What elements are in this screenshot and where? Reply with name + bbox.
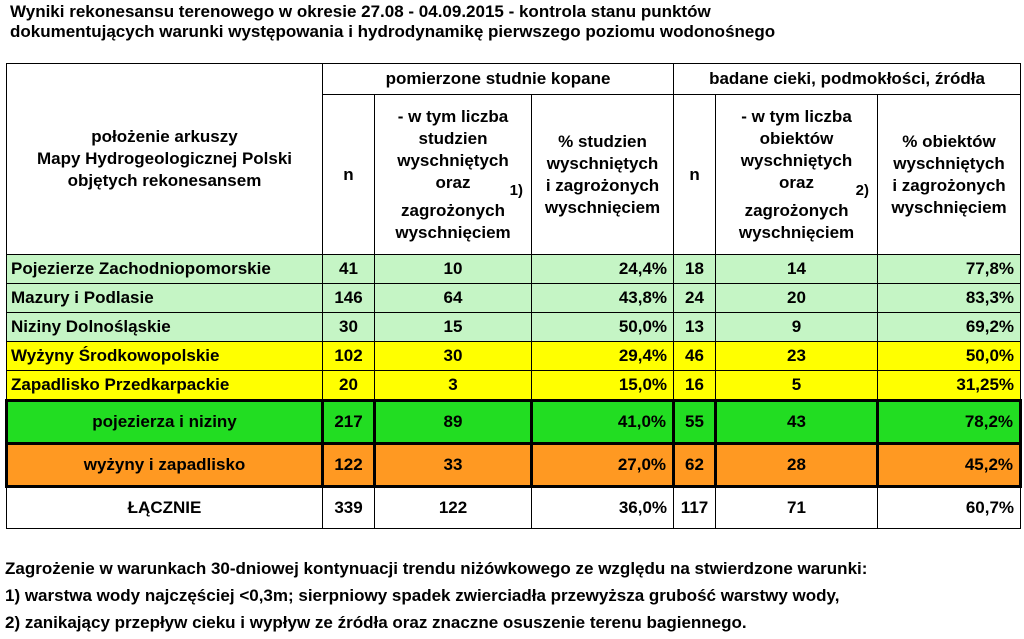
objects-dry-count: 71 bbox=[716, 487, 878, 529]
objects-dry-count: 43 bbox=[716, 401, 878, 444]
wells-dry-pct: 15,0% bbox=[532, 371, 674, 401]
wells-dry-count-header bbox=[375, 95, 532, 255]
objects-n: 117 bbox=[674, 487, 716, 529]
wells-n: 41 bbox=[323, 255, 375, 284]
objects-dry-count: 14 bbox=[716, 255, 878, 284]
objects-n: 16 bbox=[674, 371, 716, 401]
title-line-1: Wyniki rekonesansu terenowego w okresie 27.08 - 04.09.2015 - kontrola stanu punktów bbox=[10, 2, 711, 21]
wells-dry-count: 15 bbox=[375, 313, 532, 342]
wells-dry-count: 122 bbox=[375, 487, 532, 529]
region-name: Zapadlisko Przedkarpackie bbox=[7, 371, 323, 401]
wells-dry-pct: 43,8% bbox=[532, 284, 674, 313]
objects-dry-count: 5 bbox=[716, 371, 878, 401]
wells-dry-line-6: wyschnięciem bbox=[395, 222, 511, 242]
wells-dry-count: 64 bbox=[375, 284, 532, 313]
footnote-intro: Zagrożenie w warunkach 30-dniowej kontynuacji trendu niżówkowego ze względu na stwierdzone warunki: bbox=[5, 559, 868, 578]
streams-n-header: n bbox=[674, 95, 716, 255]
wells-n-header: n bbox=[323, 95, 375, 255]
wells-pct-line-4: wyschnięciem bbox=[544, 197, 661, 217]
region-header-line-1: położenie arkuszy bbox=[91, 127, 238, 146]
objects-dry-line-2: obiektów bbox=[759, 128, 834, 148]
wells-n: 217 bbox=[323, 401, 375, 444]
group-name: pojezierza i niziny bbox=[7, 401, 323, 444]
wells-pct-header bbox=[532, 95, 674, 255]
wells-dry-pct: 41,0% bbox=[532, 401, 674, 444]
objects-dry-pct: 31,25% bbox=[878, 371, 1021, 401]
objects-pct-line-3: i zagrożonych bbox=[892, 175, 1006, 195]
wells-pct-line-1: % studzien bbox=[558, 131, 647, 151]
objects-n: 62 bbox=[674, 444, 716, 487]
footnotes bbox=[5, 555, 1015, 636]
objects-dry-line-5: zagrożonych bbox=[744, 200, 849, 220]
objects-dry-pct: 45,2% bbox=[878, 444, 1021, 487]
wells-dry-line-3: wyschniętych bbox=[397, 150, 509, 170]
table-row bbox=[7, 255, 1021, 284]
wells-dry-count: 30 bbox=[375, 342, 532, 371]
wells-dry-count: 10 bbox=[375, 255, 532, 284]
footnote-2: 2) zanikający przepływ cieku i wypływ ze źródła oraz znaczne osuszenie terenu bagiennego. bbox=[5, 613, 747, 632]
objects-n: 13 bbox=[674, 313, 716, 342]
wells-dry-count: 3 bbox=[375, 371, 532, 401]
wells-pct-line-3: i zagrożonych bbox=[545, 175, 660, 195]
objects-dry-count-header bbox=[716, 95, 878, 255]
objects-dry-pct: 50,0% bbox=[878, 342, 1021, 371]
results-table bbox=[5, 63, 1022, 529]
streams-group-header: badane cieki, podmokłości, źródła bbox=[674, 64, 1021, 95]
wells-group-header: pomierzone studnie kopane bbox=[323, 64, 674, 95]
objects-dry-count: 9 bbox=[716, 313, 878, 342]
wells-dry-line-5: zagrożonych bbox=[401, 200, 505, 220]
objects-dry-pct: 60,7% bbox=[878, 487, 1021, 529]
objects-pct-line-2: wyschniętych bbox=[893, 153, 1005, 173]
wells-n: 146 bbox=[323, 284, 375, 313]
wells-n: 339 bbox=[323, 487, 375, 529]
wells-dry-pct: 36,0% bbox=[532, 487, 674, 529]
region-header-line-3: objętych rekonesansem bbox=[67, 171, 262, 190]
header-row-top bbox=[7, 64, 1021, 95]
objects-dry-line-1: - w tym liczba bbox=[741, 106, 852, 126]
objects-dry-count: 23 bbox=[716, 342, 878, 371]
table-row bbox=[7, 313, 1021, 342]
region-name: Mazury i Podlasie bbox=[7, 284, 323, 313]
region-name: Pojezierze Zachodniopomorskie bbox=[7, 255, 323, 284]
wells-dry-line-1: - w tym liczba bbox=[397, 106, 509, 126]
objects-pct-header bbox=[878, 95, 1021, 255]
wells-dry-pct: 50,0% bbox=[532, 313, 674, 342]
objects-pct-line-1: % obiektów bbox=[902, 131, 996, 151]
objects-dry-line-6: wyschnięciem bbox=[738, 222, 855, 242]
title-line-2: dokumentujących warunki występowania i hydrodynamikę pierwszego poziomu wodonośnego bbox=[10, 22, 776, 41]
region-header-line-2: Mapy Hydrogeologicznej Polski bbox=[36, 149, 293, 168]
wells-n: 122 bbox=[323, 444, 375, 487]
page-title bbox=[10, 2, 1010, 42]
objects-n: 18 bbox=[674, 255, 716, 284]
total-row bbox=[7, 487, 1021, 529]
objects-pct-line-4: wyschnięciem bbox=[891, 197, 1007, 217]
wells-dry-pct: 27,0% bbox=[532, 444, 674, 487]
wells-footnote-ref: 1) bbox=[509, 181, 523, 199]
table-row bbox=[7, 371, 1021, 401]
wells-dry-count: 89 bbox=[375, 401, 532, 444]
table-row bbox=[7, 284, 1021, 313]
footnote-1: 1) warstwa wody najczęściej <0,3m; sierpniowy spadek zwierciadła przewyższa grubość warstwy wody, bbox=[5, 586, 840, 605]
objects-dry-pct: 78,2% bbox=[878, 401, 1021, 444]
table-row bbox=[7, 342, 1021, 371]
objects-dry-pct: 69,2% bbox=[878, 313, 1021, 342]
objects-dry-count: 28 bbox=[716, 444, 878, 487]
wells-n: 102 bbox=[323, 342, 375, 371]
wells-dry-line-4: oraz bbox=[435, 172, 471, 192]
objects-dry-count: 20 bbox=[716, 284, 878, 313]
wells-n: 30 bbox=[323, 313, 375, 342]
group-row-uplands bbox=[7, 444, 1021, 487]
objects-n: 24 bbox=[674, 284, 716, 313]
wells-dry-count: 33 bbox=[375, 444, 532, 487]
objects-n: 55 bbox=[674, 401, 716, 444]
total-label: ŁĄCZNIE bbox=[7, 487, 323, 529]
group-row-lowlands bbox=[7, 401, 1021, 444]
region-name: Niziny Dolnośląskie bbox=[7, 313, 323, 342]
objects-n: 46 bbox=[674, 342, 716, 371]
wells-dry-line-2: studzien bbox=[418, 128, 488, 148]
group-name: wyżyny i zapadlisko bbox=[7, 444, 323, 487]
wells-pct-line-2: wyschniętych bbox=[546, 153, 659, 173]
objects-dry-pct: 83,3% bbox=[878, 284, 1021, 313]
objects-dry-line-3: wyschniętych bbox=[740, 150, 853, 170]
objects-footnote-ref: 2) bbox=[855, 181, 870, 199]
objects-dry-pct: 77,8% bbox=[878, 255, 1021, 284]
region-header-cell bbox=[7, 64, 323, 255]
wells-dry-pct: 24,4% bbox=[532, 255, 674, 284]
region-name: Wyżyny Środkowopolskie bbox=[7, 342, 323, 371]
wells-n: 20 bbox=[323, 371, 375, 401]
objects-dry-line-4: oraz bbox=[779, 172, 814, 192]
wells-dry-pct: 29,4% bbox=[532, 342, 674, 371]
